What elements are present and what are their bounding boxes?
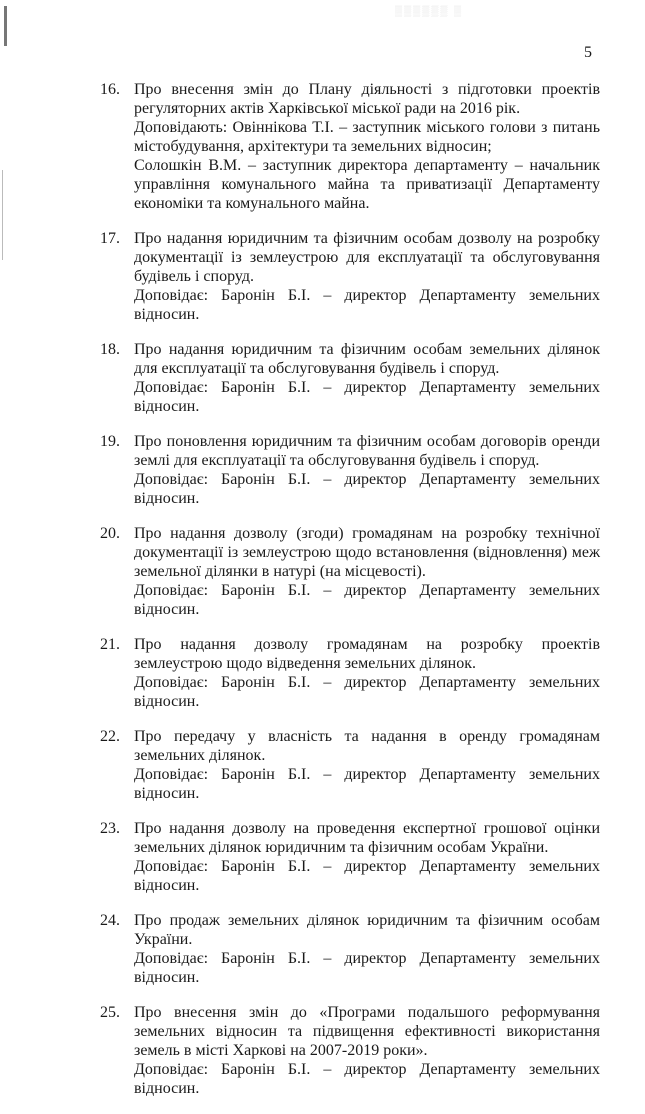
agenda-item-17: [100, 229, 600, 324]
agenda-item-21: [100, 635, 600, 711]
item-title: Про надання дозволу громадянам на розробку проектів землеустрою щодо відведення земельних ділянок.: [134, 636, 600, 672]
agenda-item-19: [100, 432, 600, 508]
item-speaker: Доповідає: Баронін Б.І. – директор Департаменту земельних відносин.: [134, 674, 600, 710]
item-number: 19.: [100, 433, 120, 450]
item-number: 21.: [100, 636, 120, 653]
agenda-item-24: [100, 911, 600, 987]
item-number: 24.: [100, 912, 120, 929]
agenda-item-18: [100, 340, 600, 416]
item-title: Про надання дозволу (згоди) громадянам на розробку технічної документації із землеустрою щодо встановлення (відновлення) меж земельної ділянки в натурі (на місцевості).: [134, 525, 600, 580]
item-title: Про поновлення юридичним та фізичним особам договорів оренди землі для експлуатації та обслуговування будівель і споруд.: [134, 433, 600, 469]
item-speaker: Доповідає: Баронін Б.І. – директор Департаменту земельних відносин.: [134, 858, 600, 894]
agenda-item-16: [100, 80, 600, 213]
scan-edge-mark: [4, 6, 7, 46]
item-number: 23.: [100, 820, 120, 837]
item-number: 22.: [100, 728, 120, 745]
item-number: 16.: [100, 81, 120, 98]
item-number: 18.: [100, 341, 120, 358]
agenda-item-23: [100, 819, 600, 895]
item-speaker: Доповідає: Баронін Б.І. – директор Департаменту земельних відносин.: [134, 1061, 600, 1097]
item-number: 25.: [100, 1004, 120, 1021]
item-title: Про надання юридичним та фізичним особам дозволу на розробку документації із землеустрою для експлуатації та обслуговування будівель і споруд.: [134, 230, 600, 285]
item-speaker: Доповідає: Баронін Б.І. – директор Департаменту земельних відносин.: [134, 287, 600, 323]
scan-edge-shadow: [2, 170, 3, 260]
item-speaker: Доповідає: Баронін Б.І. – директор Департаменту земельних відносин.: [134, 950, 600, 986]
agenda-item-20: [100, 524, 600, 619]
item-title: Про надання дозволу на проведення експертної грошової оцінки земельних ділянок юридичним та фізичним особам України.: [134, 820, 600, 856]
item-speaker: Доповідає: Баронін Б.І. – директор Департаменту земельних відносин.: [134, 379, 600, 415]
item-speaker: Доповідає: Баронін Б.І. – директор Департаменту земельних відносин.: [134, 471, 600, 507]
agenda-item-25: [100, 1003, 600, 1098]
item-title: Про передачу у власність та надання в оренду громадянам земельних ділянок.: [134, 728, 600, 764]
item-speaker: Доповідає: Баронін Б.І. – директор Департаменту земельних відносин.: [134, 766, 600, 802]
item-speaker: Доповідає: Баронін Б.І. – директор Департаменту земельних відносин.: [134, 582, 600, 618]
faded-stamp: ▒▒▒▒▒▒ ▒: [395, 6, 464, 17]
item-speaker: Доповідають: Овіннікова Т.І. – заступник міського голови з питань містобудування, архітектури та земельних відносин;: [134, 119, 600, 155]
item-title: Про надання юридичним та фізичним особам земельних ділянок для експлуатації та обслуговування будівель і споруд.: [134, 341, 600, 377]
agenda-list: [100, 80, 600, 1114]
item-title: Про внесення змін до Плану діяльності з підготовки проектів регуляторних актів Харківської міської ради на 2016 рік.: [134, 81, 600, 117]
agenda-item-22: [100, 727, 600, 803]
item-number: 17.: [100, 230, 120, 247]
item-title: Про внесення змін до «Програми подальшого реформування земельних відносин та підвищення ефективності використання земель в місті Харкові на 2007-2019 роки».: [134, 1004, 600, 1059]
item-title: Про продаж земельних ділянок юридичним та фізичним особам України.: [134, 912, 600, 948]
page-number: 5: [584, 44, 592, 61]
item-speaker-2: Солошкін В.М. – заступник директора департаменту – начальник управління комунального майна та приватизації Департаменту економіки та комунального майна.: [134, 157, 600, 212]
item-number: 20.: [100, 525, 120, 542]
